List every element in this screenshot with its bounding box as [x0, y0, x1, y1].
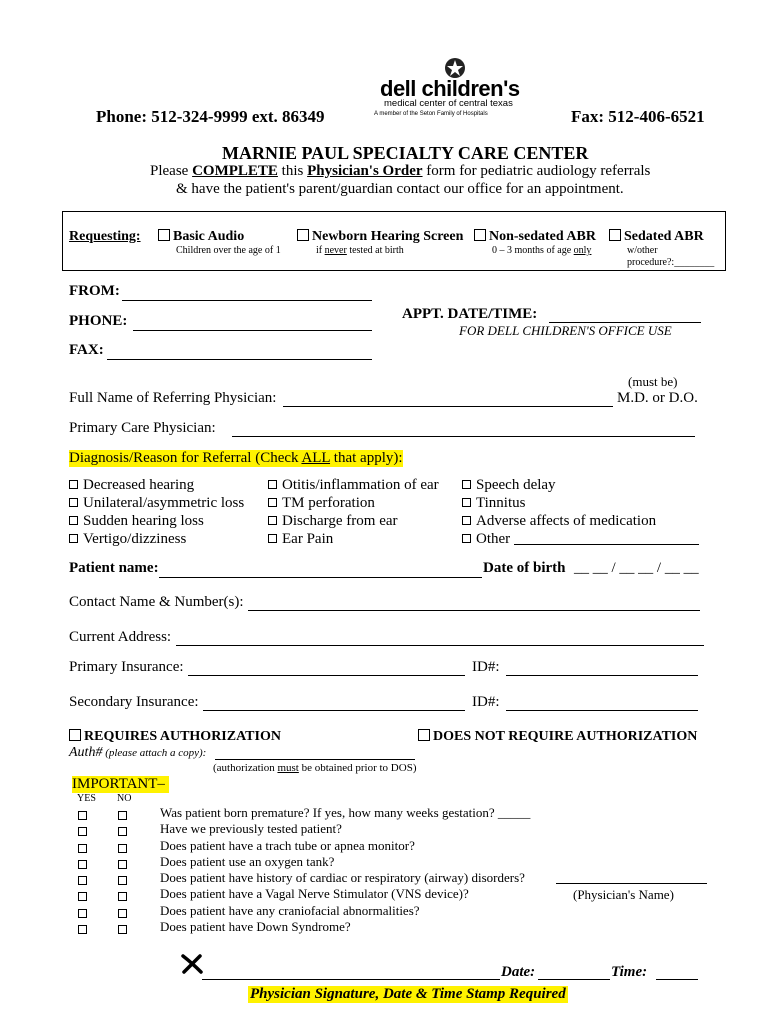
- checkbox[interactable]: [462, 534, 471, 543]
- auth-number-label: [69, 745, 206, 761]
- no-authorization-option[interactable]: [418, 729, 697, 745]
- diagnosis-option[interactable]: [69, 476, 244, 494]
- yes-column-label: YES: [77, 793, 96, 804]
- page-title: MARNIE PAUL SPECIALTY CARE CENTER: [222, 143, 589, 163]
- logo-name: dell children's: [380, 76, 520, 101]
- diagnosis-label: Unilateral/asymmetric loss: [83, 495, 245, 511]
- patient-name-label: Patient name:: [69, 560, 159, 576]
- md-do-label: M.D. or D.O.: [617, 390, 698, 406]
- checkbox[interactable]: [418, 729, 430, 741]
- note-pre: if: [316, 245, 325, 256]
- diagnosis-option[interactable]: [462, 512, 699, 530]
- from-field[interactable]: [122, 287, 372, 301]
- important-heading: IMPORTANT–: [72, 776, 169, 793]
- checkbox[interactable]: [268, 480, 277, 489]
- requires-authorization-option[interactable]: [69, 729, 281, 745]
- physician-name-field[interactable]: [556, 870, 707, 884]
- diagnosis-option[interactable]: [69, 530, 244, 548]
- signature-date-field[interactable]: [538, 966, 610, 980]
- requires-authorization-label: REQUIRES AUTHORIZATION: [84, 729, 281, 744]
- diagnosis-label: Ear Pain: [282, 531, 334, 547]
- diagnosis-option[interactable]: [268, 512, 439, 530]
- option-label: Sedated ABR: [624, 229, 704, 244]
- checkbox[interactable]: [609, 229, 621, 241]
- no-checkbox[interactable]: [118, 827, 127, 836]
- checkbox[interactable]: [462, 480, 471, 489]
- question-text: Does patient have history of cardiac or respiratory (airway) disorders?: [160, 870, 525, 886]
- secondary-insurance-label: Secondary Insurance:: [69, 694, 199, 710]
- no-checkbox[interactable]: [118, 811, 127, 820]
- dob-field[interactable]: __ __ / __ __ / __ __: [574, 560, 699, 576]
- intro-this: this: [277, 163, 308, 179]
- signature-date-label: Date:: [501, 964, 536, 980]
- note-pre: 0 – 3 months of age: [492, 245, 574, 256]
- primary-id-field[interactable]: [506, 662, 698, 676]
- note-post: tested at birth: [346, 245, 404, 256]
- intro-line-2: & have the patient's parent/guardian contact our office for an appointment.: [176, 181, 624, 197]
- checkbox[interactable]: [462, 498, 471, 507]
- appt-text: APPT. DATE/TIME:: [402, 306, 538, 322]
- fax-number: Fax: 512-406-6521: [571, 107, 705, 126]
- diagnosis-option[interactable]: [69, 512, 244, 530]
- primary-id-label: ID#:: [472, 659, 500, 675]
- diagnosis-label: Sudden hearing loss: [83, 513, 204, 529]
- diagnosis-heading-post: that apply):: [330, 450, 403, 466]
- option-non-sedated-note: [492, 245, 591, 256]
- checkbox[interactable]: [297, 229, 309, 241]
- diagnosis-col-2: [268, 476, 439, 548]
- primary-insurance-field[interactable]: [188, 662, 465, 676]
- diagnosis-option[interactable]: [268, 530, 439, 548]
- auth-note: (please attach a copy):: [102, 747, 207, 759]
- patient-name-field[interactable]: [159, 564, 482, 578]
- checkbox[interactable]: [69, 498, 78, 507]
- yes-checkbox[interactable]: [78, 892, 87, 901]
- diagnosis-col-3: [462, 476, 699, 548]
- diagnosis-option[interactable]: [69, 494, 244, 512]
- option-basic-audio[interactable]: [158, 229, 244, 245]
- yes-checkbox[interactable]: [78, 860, 87, 869]
- question-row: [78, 841, 132, 857]
- logo-subtitle: medical center of central texas: [384, 98, 513, 109]
- intro-pre: Please: [150, 163, 193, 179]
- question-row: [78, 922, 132, 938]
- option-label: Newborn Hearing Screen: [312, 229, 464, 244]
- diagnosis-col-1: [69, 476, 244, 548]
- auth-footnote-pre: (authorization: [213, 762, 278, 774]
- question-row: [78, 906, 132, 922]
- diagnosis-label: Vertigo/dizziness: [83, 531, 187, 547]
- logo-member: A member of the Seton Family of Hospitals: [374, 111, 488, 117]
- no-checkbox[interactable]: [118, 844, 127, 853]
- question-text: Was patient born premature? If yes, how many weeks gestation? _____: [160, 805, 531, 820]
- signature-x-icon: [180, 953, 204, 975]
- phone-label: PHONE:: [69, 313, 128, 329]
- question-list: [160, 805, 530, 935]
- appt-label: [402, 306, 537, 323]
- secondary-insurance-field[interactable]: [203, 697, 465, 711]
- diagnosis-label: Other: [476, 531, 511, 547]
- signature-required-note: Physician Signature, Date & Time Stamp Required: [250, 986, 566, 1002]
- yes-checkbox[interactable]: [78, 811, 87, 820]
- checkbox[interactable]: [268, 516, 277, 525]
- auth-number-field[interactable]: [215, 746, 415, 760]
- pcp-field[interactable]: [232, 423, 695, 437]
- no-checkbox[interactable]: [118, 860, 127, 869]
- address-field[interactable]: [176, 632, 704, 646]
- question-row: [78, 889, 132, 905]
- office-use-note: FOR DELL CHILDREN'S OFFICE USE: [459, 323, 672, 338]
- diagnosis-label: Decreased hearing: [83, 477, 195, 493]
- intro-complete: COMPLETE: [192, 163, 278, 179]
- secondary-id-label: ID#:: [472, 694, 500, 710]
- option-label: Basic Audio: [173, 229, 245, 244]
- yes-checkbox[interactable]: [78, 876, 87, 885]
- diagnosis-option[interactable]: [268, 494, 439, 512]
- referring-physician-field[interactable]: [283, 393, 613, 407]
- note-u: never: [324, 245, 347, 256]
- auth-label: Auth#: [69, 745, 103, 760]
- question-text: Does patient have Down Syndrome?: [160, 919, 351, 935]
- option-newborn-note: [316, 245, 404, 256]
- signature-field[interactable]: [202, 966, 500, 980]
- option-sedated-abr[interactable]: [609, 229, 704, 245]
- diagnosis-option[interactable]: [268, 476, 439, 494]
- diagnosis-option[interactable]: [462, 494, 699, 512]
- option-newborn-screen[interactable]: [297, 229, 463, 245]
- physician-name-caption: (Physician's Name): [573, 887, 674, 902]
- diagnosis-option[interactable]: [462, 476, 699, 494]
- auth-footnote: [213, 762, 416, 774]
- checkbox[interactable]: [69, 480, 78, 489]
- checkbox[interactable]: [69, 516, 78, 525]
- appt-field[interactable]: [549, 309, 701, 323]
- option-label: Non-sedated ABR: [489, 229, 596, 244]
- question-row: [78, 857, 132, 873]
- no-checkbox[interactable]: [118, 925, 127, 934]
- diagnosis-heading-all: ALL: [301, 450, 331, 466]
- diagnosis-label: Tinnitus: [476, 495, 526, 511]
- checkbox[interactable]: [474, 229, 486, 241]
- diagnosis-heading: [69, 450, 403, 467]
- no-checkbox[interactable]: [118, 909, 127, 918]
- auth-footnote-must: must: [277, 762, 299, 774]
- yes-checkbox[interactable]: [78, 827, 87, 836]
- checkbox[interactable]: [69, 534, 78, 543]
- from-label: FROM:: [69, 283, 120, 299]
- diagnosis-label: TM perforation: [282, 495, 375, 511]
- signature-time-label: Time:: [611, 964, 648, 980]
- option-non-sedated-abr[interactable]: [474, 229, 596, 245]
- yes-checkbox[interactable]: [78, 844, 87, 853]
- question-row: [78, 824, 132, 840]
- primary-insurance-label: Primary Insurance:: [69, 659, 184, 675]
- option-sedated-note-2: procedure?:________: [627, 257, 715, 268]
- intro-line-1: [150, 163, 650, 180]
- diagnosis-label: Otitis/inflammation of ear: [282, 477, 439, 493]
- question-text: Have we previously tested patient?: [160, 821, 342, 837]
- secondary-id-field[interactable]: [506, 697, 698, 711]
- question-row: [78, 873, 132, 889]
- question-text: Does patient have a Vagal Nerve Stimulator (VNS device)?: [160, 886, 469, 902]
- phone-field[interactable]: [133, 317, 372, 331]
- contact-field[interactable]: [248, 597, 700, 611]
- intro-order: Physician's Order: [307, 163, 423, 179]
- question-text: Does patient have a trach tube or apnea monitor?: [160, 837, 415, 853]
- fax-field[interactable]: [107, 346, 372, 360]
- referring-physician-label: Full Name of Referring Physician:: [69, 390, 277, 406]
- option-sedated-note-1: w/other: [627, 245, 658, 256]
- no-checkbox[interactable]: [118, 876, 127, 885]
- question-text: Does patient have any craniofacial abnormalities?: [160, 902, 420, 918]
- checkbox[interactable]: [268, 498, 277, 507]
- fax-label: FAX:: [69, 342, 104, 358]
- dob-label: Date of birth: [483, 560, 566, 576]
- checkbox[interactable]: [268, 534, 277, 543]
- note-u: only: [573, 245, 592, 256]
- phone-number: Phone: 512-324-9999 ext. 86349: [96, 107, 325, 126]
- requesting-label: Requesting:: [69, 229, 141, 244]
- intro-post: form for pediatric audiology referrals: [422, 163, 651, 179]
- yes-checkbox[interactable]: [78, 909, 87, 918]
- question-row: [78, 808, 132, 824]
- must-be-note: (must be): [628, 374, 678, 389]
- checkbox[interactable]: [158, 229, 170, 241]
- no-authorization-label: DOES NOT REQUIRE AUTHORIZATION: [433, 729, 698, 744]
- yes-checkbox[interactable]: [78, 925, 87, 934]
- no-column-label: NO: [117, 793, 132, 804]
- question-text: Does patient use an oxygen tank?: [160, 853, 335, 869]
- contact-label: Contact Name & Number(s):: [69, 594, 244, 610]
- other-field[interactable]: [514, 531, 699, 545]
- diagnosis-label: Discharge from ear: [282, 513, 398, 529]
- diagnosis-label: Adverse affects of medication: [476, 513, 657, 529]
- auth-footnote-post: be obtained prior to DOS): [298, 762, 417, 774]
- option-basic-audio-note: Children over the age of 1: [176, 245, 281, 256]
- diagnosis-option[interactable]: [462, 530, 699, 548]
- address-label: Current Address:: [69, 629, 172, 645]
- checkbox[interactable]: [69, 729, 81, 741]
- pcp-label: Primary Care Physician:: [69, 420, 216, 436]
- diagnosis-label: Speech delay: [476, 477, 556, 493]
- question-checkboxes: [78, 808, 132, 938]
- checkbox[interactable]: [462, 516, 471, 525]
- no-checkbox[interactable]: [118, 892, 127, 901]
- diagnosis-heading-pre: Diagnosis/Reason for Referral (Check: [69, 450, 302, 466]
- signature-time-field[interactable]: [656, 966, 698, 980]
